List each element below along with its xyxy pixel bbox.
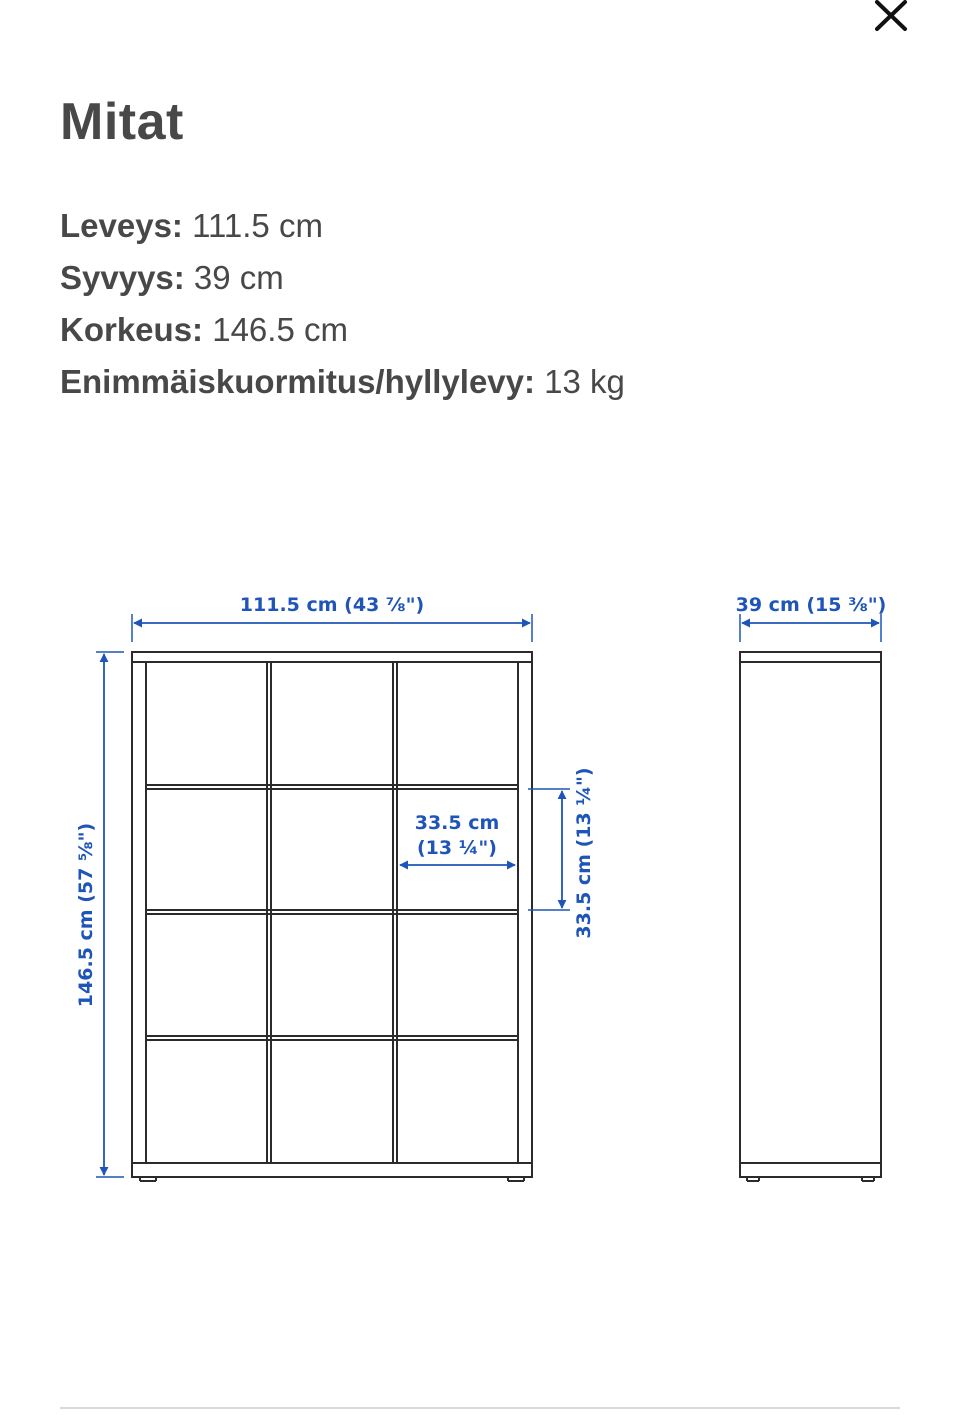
spec-label: Enimmäiskuormitus/hyllylevy: bbox=[60, 363, 536, 400]
depth-dimension bbox=[736, 594, 887, 642]
spec-value: 39 cm bbox=[184, 259, 284, 296]
spec-label: Leveys: bbox=[60, 207, 183, 244]
spec-max-load bbox=[60, 356, 625, 408]
compartment-width-label-line1: 33.5 cm bbox=[414, 812, 500, 834]
dimension-list bbox=[60, 200, 625, 408]
height-label: 146.5 cm (57 ⅝") bbox=[75, 822, 97, 1008]
height-dimension bbox=[75, 652, 124, 1177]
width-dimension bbox=[132, 594, 532, 642]
spec-value: 111.5 cm bbox=[182, 207, 323, 244]
shelf-side-view bbox=[740, 652, 881, 1181]
width-label: 111.5 cm (43 ⅞") bbox=[239, 594, 425, 616]
spec-height bbox=[60, 304, 625, 356]
depth-label: 39 cm (15 ⅜") bbox=[735, 594, 887, 616]
bottom-divider bbox=[60, 1407, 900, 1409]
close-button[interactable] bbox=[866, 0, 916, 38]
spec-depth bbox=[60, 252, 625, 304]
spec-width bbox=[60, 200, 625, 252]
shelf-front-view bbox=[132, 652, 532, 1181]
dimension-diagram bbox=[0, 560, 960, 1240]
spec-value: 13 kg bbox=[535, 363, 625, 400]
compartment-height-label: 33.5 cm (13 ¼") bbox=[573, 767, 595, 939]
spec-label: Syvyys: bbox=[60, 259, 185, 296]
close-icon bbox=[866, 0, 916, 38]
spec-label: Korkeus: bbox=[60, 311, 204, 348]
compartment-width-label-line2: (13 ¼") bbox=[417, 837, 497, 859]
compartment-height-dimension bbox=[528, 767, 595, 938]
page-title: Mitat bbox=[60, 93, 184, 151]
spec-value: 146.5 cm bbox=[203, 311, 348, 348]
